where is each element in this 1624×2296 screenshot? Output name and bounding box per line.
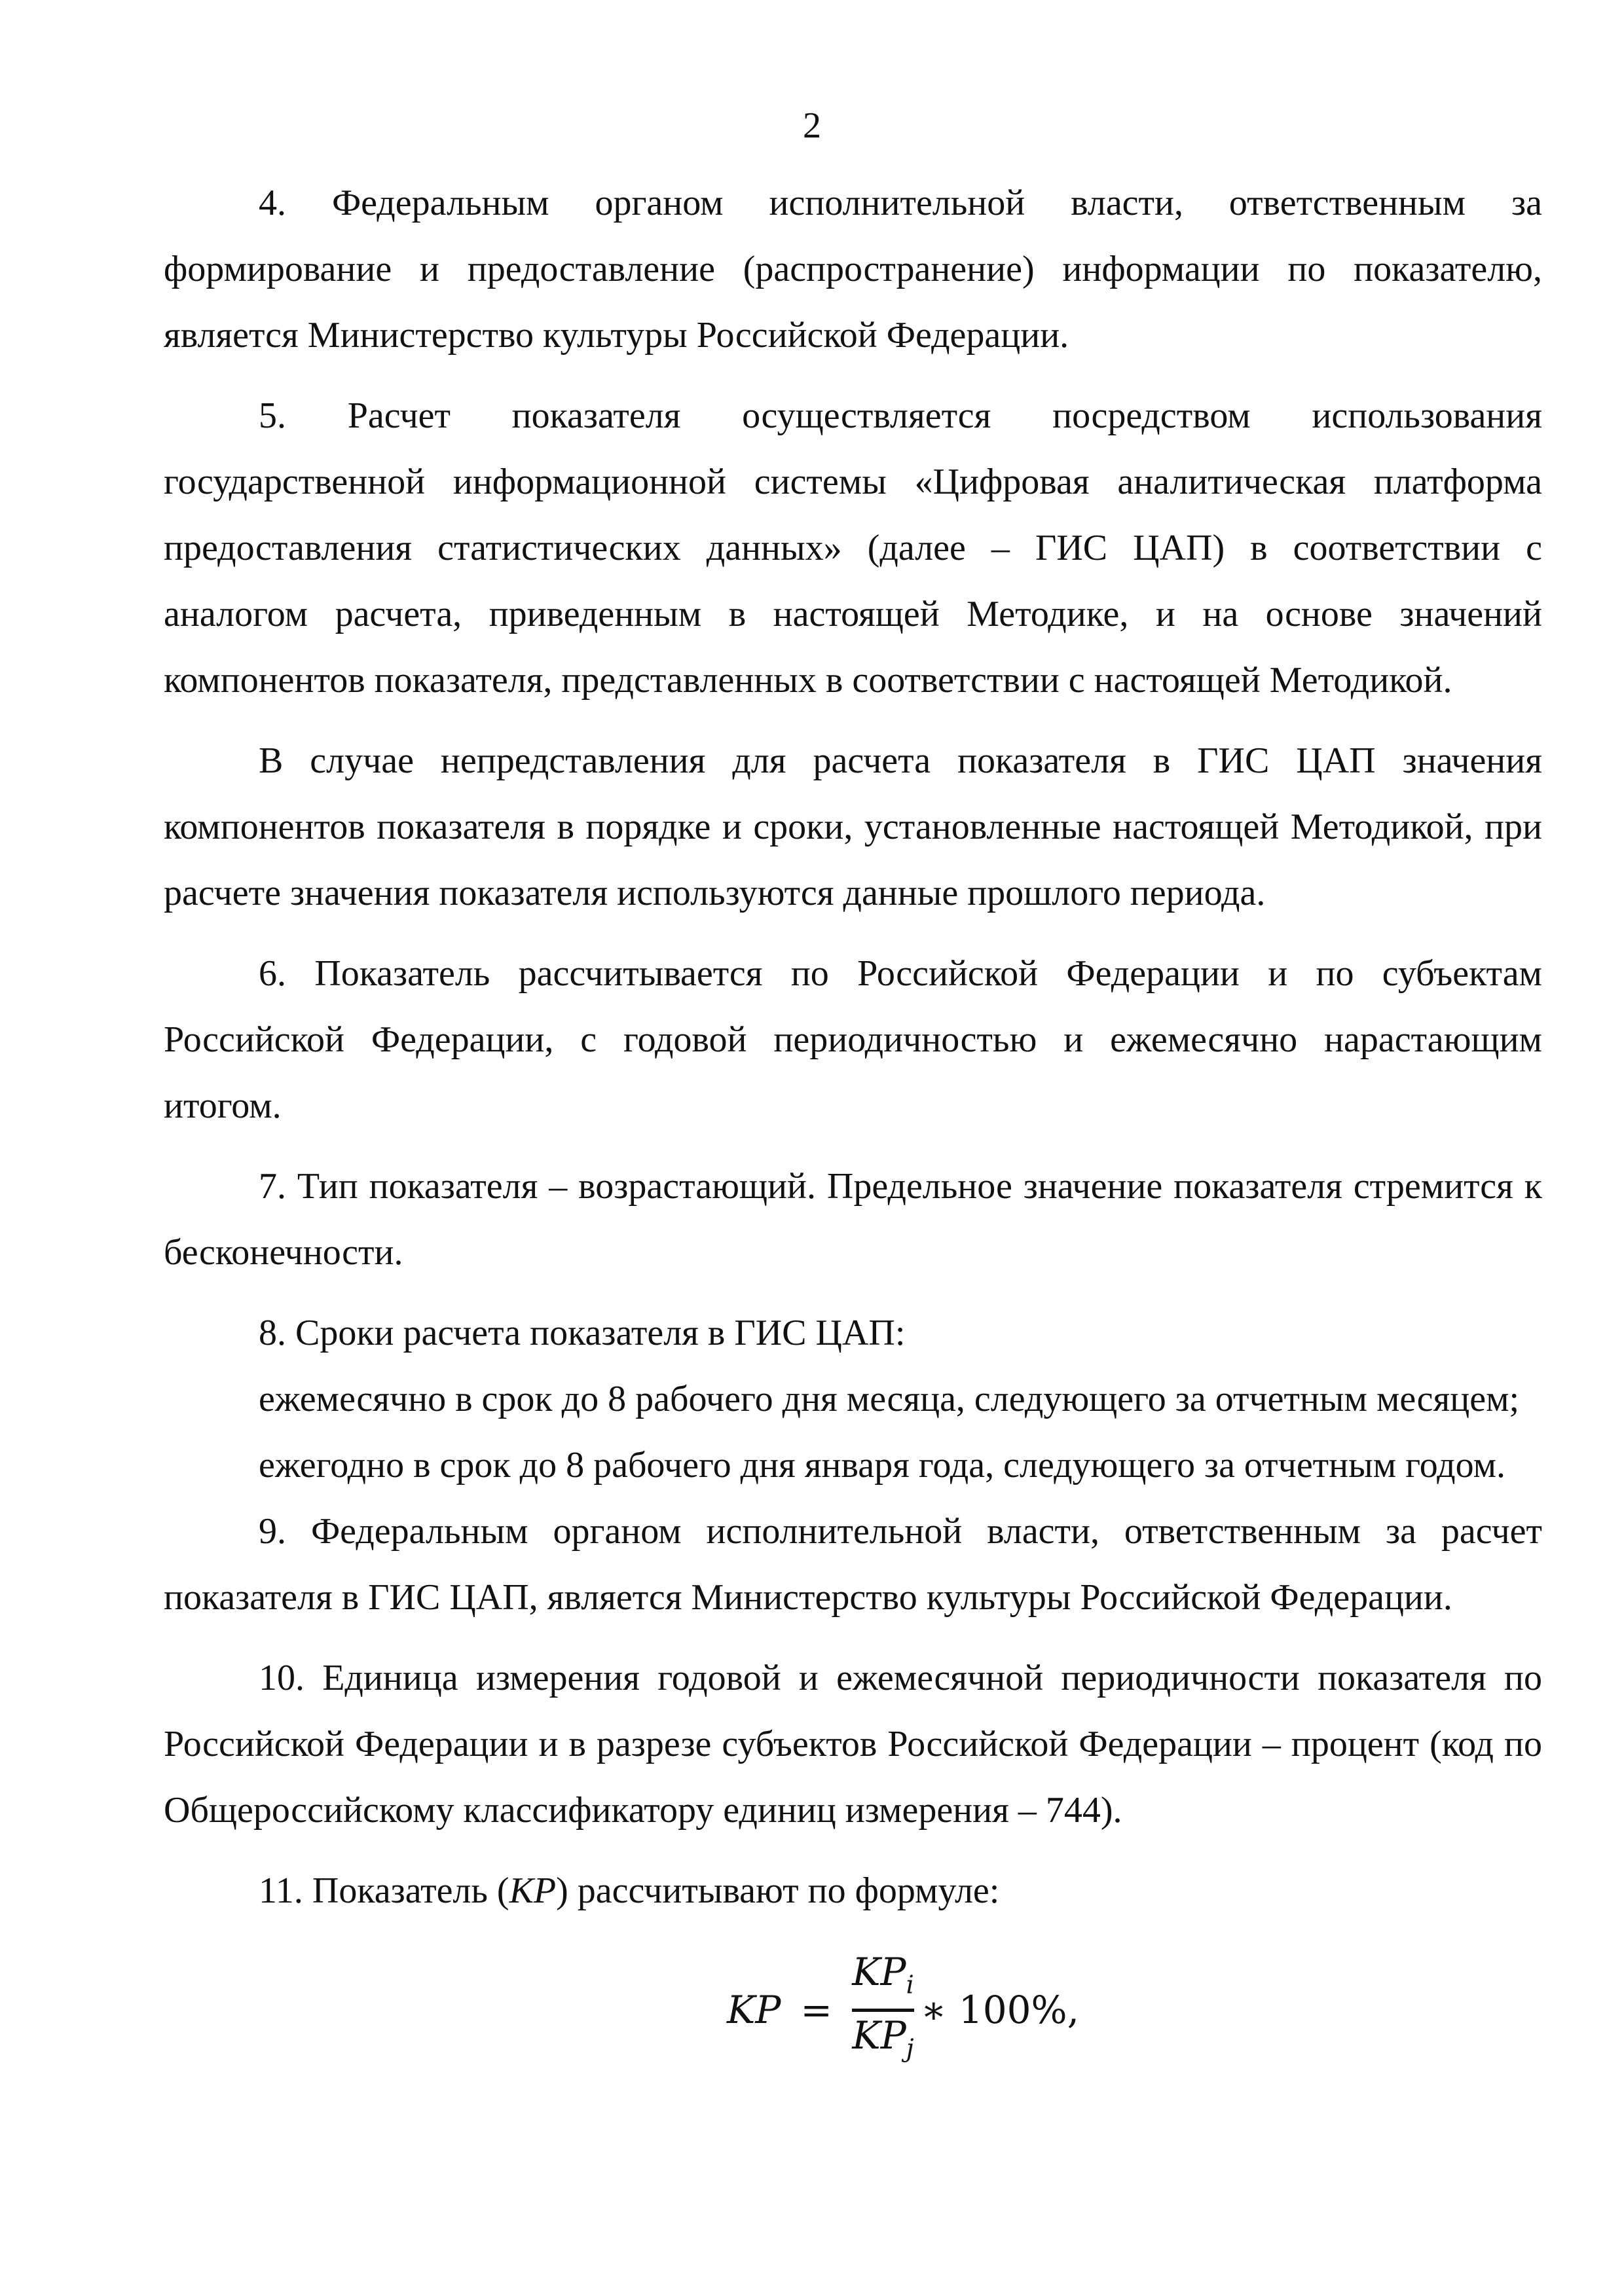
paragraph-item-6: 6. Показатель рассчитывается по Российской Федерации и по субъектам Российской Федерации, с годовой периодичностью и ежемесячно нарастающим итогом. bbox=[164, 953, 1542, 1126]
paragraph-annual-deadline: ежегодно в срок до 8 рабочего дня января года, следующего за отчетным годом. bbox=[259, 1445, 1505, 1485]
paragraph-item-7: 7. Тип показателя – возрастающий. Предельное значение показателя стремится к бесконечности. bbox=[164, 1166, 1542, 1273]
document-body bbox=[164, 170, 1542, 1924]
paragraph-item-9: 9. Федеральным органом исполнительной власти, ответственным за расчет показателя в ГИС ЦАП, является Министерство культуры Российской Федерации. bbox=[164, 1511, 1542, 1618]
paragraph-fallback: В случае непредставления для расчета показателя в ГИС ЦАП значения компонентов показателя в порядке и сроки, установленные настоящей Методикой, при расчете значения показателя используются данные прошлого периода. bbox=[164, 740, 1542, 913]
denominator-base: KP bbox=[852, 2013, 906, 2058]
formula-lhs: KP bbox=[727, 1988, 781, 2032]
formula-fraction bbox=[852, 1948, 914, 2071]
paragraph-item-10: 10. Единица измерения годовой и ежемесячной периодичности показателя по Российской Федерации и в разрезе субъектов Российской Федерации – процент (код по Общероссийскому классификатору единиц измерения – 744). bbox=[164, 1658, 1542, 1831]
item11-symbol: KP bbox=[509, 1870, 557, 1911]
paragraph-item-4: 4. Федеральным органом исполнительной власти, ответственным за формирование и предоставление (распространение) информации по показателю, является Министерство культуры Российской Федерации. bbox=[164, 183, 1542, 355]
formula-multiplier: ∗ 100%, bbox=[920, 1988, 1080, 2032]
paragraph-item-8: 8. Сроки расчета показателя в ГИС ЦАП: bbox=[259, 1313, 906, 1353]
denominator-subscript: j bbox=[906, 2033, 914, 2063]
paragraph-item-5: 5. Расчет показателя осуществляется посредством использования государственной информационной системы «Цифровая аналитическая платформа предоставления статистических данных» (далее – ГИС ЦАП) в соответствии с аналогом расчета, приведенным в настоящей Методике, и на основе значений компонентов показателя, представленных в соответствии с настоящей Методикой. bbox=[164, 395, 1542, 701]
item11-prefix: 11. Показатель ( bbox=[259, 1870, 509, 1911]
formula-equals: = bbox=[800, 1988, 832, 2032]
paragraph-monthly-deadline: ежемесячно в срок до 8 рабочего дня месяца, следующего за отчетным месяцем; bbox=[259, 1379, 1520, 1419]
formula-denominator bbox=[852, 2012, 913, 2072]
page-number: 2 bbox=[803, 105, 821, 146]
formula-numerator bbox=[852, 1948, 914, 2009]
paragraph-item-11 bbox=[164, 1858, 1542, 1924]
numerator-base: KP bbox=[852, 1949, 906, 1994]
item11-suffix: ) рассчитывают по формуле: bbox=[556, 1870, 1000, 1911]
formula bbox=[0, 1949, 1624, 2066]
numerator-subscript: i bbox=[906, 1970, 914, 1999]
